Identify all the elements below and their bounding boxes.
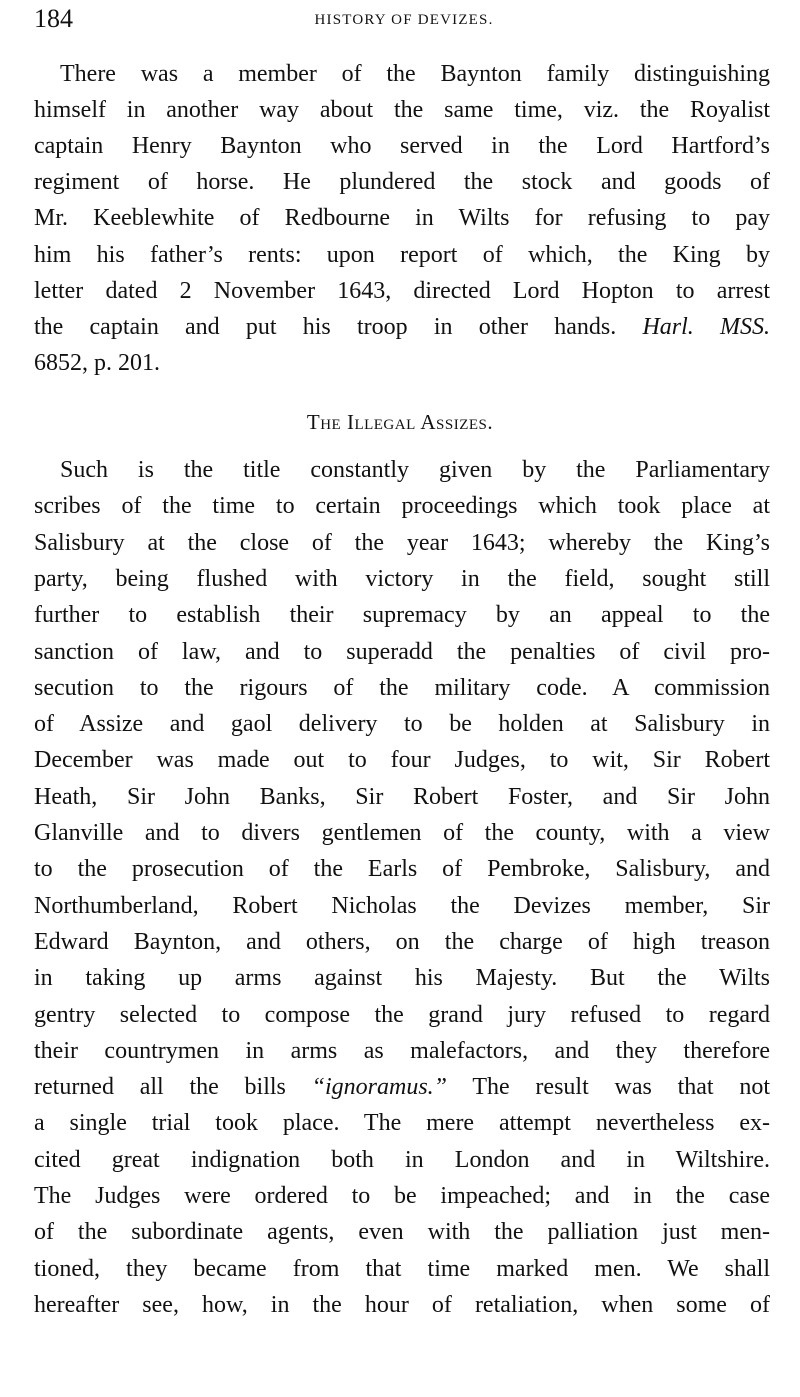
line-text: cited great indignation both in London and in Wiltshire. (34, 1146, 770, 1173)
text-line (34, 93, 770, 127)
line-text: Salisbury at the close of the year 1643; whereby the King’s (34, 529, 770, 556)
line-text: himself in another way about the same time, viz. the Royalist (34, 97, 770, 124)
line-text: captain Henry Baynton who served in the Lord Hartford’s (34, 133, 770, 160)
text-line (34, 274, 770, 308)
line-text: the captain and put his troop in other hands. (34, 313, 617, 340)
text-line (34, 889, 770, 923)
text-line (34, 346, 770, 380)
line-text: their countrymen in arms as malefactors, and they therefore (34, 1037, 770, 1064)
line-text: to the prosecution of the Earls of Pembroke, Salisbury, and (34, 856, 770, 883)
line-text: regiment of horse. He plundered the stock and goods of (34, 169, 770, 196)
text-line (34, 201, 770, 235)
text-line (60, 57, 770, 91)
text-line (34, 1106, 770, 1140)
text-line (34, 1252, 770, 1286)
line-text: scribes of the time to certain proceedings which took place at (34, 493, 770, 520)
line-text: 6852, p. 201. (34, 349, 160, 376)
text-line (34, 310, 770, 344)
text-line (34, 1215, 770, 1249)
line-text: Heath, Sir John Banks, Sir Robert Foster, and Sir John (34, 783, 770, 810)
line-text: There was a member of the Baynton family distinguishing (60, 61, 770, 87)
line-text: party, being flushed with victory in the field, sought still (34, 565, 770, 592)
page-header (34, 4, 774, 40)
text-line (34, 743, 770, 777)
line-text: The result was that not (472, 1074, 771, 1101)
text-line (34, 238, 770, 272)
text-line (34, 707, 770, 741)
line-text: in taking up arms against his Majesty. But the Wilts (34, 965, 770, 992)
line-text: letter dated 2 November 1643, directed Lord Hopton to arrest (34, 277, 770, 304)
text-line (34, 852, 770, 886)
line-text: Such is the title constantly given by the Parliamentary (60, 457, 770, 483)
text-line (34, 961, 770, 995)
line-text: gentry selected to compose the grand jury refused to regard (34, 1001, 770, 1028)
page-number: 184 (34, 4, 73, 33)
text-line (34, 780, 770, 814)
text-line (34, 598, 770, 632)
line-text: The Judges were ordered to be impeached; and in the case (34, 1183, 770, 1209)
line-text: of the subordinate agents, even with the palliation just men- (34, 1219, 770, 1246)
text-line (34, 635, 770, 669)
italic-text: Harl. MSS. (642, 313, 771, 340)
section-heading: The Illegal Assizes. (306, 410, 494, 434)
line-text: a single trial took place. The mere attempt nevertheless ex- (34, 1110, 770, 1137)
line-text: sanction of law, and to superadd the penalties of civil pro- (34, 638, 770, 665)
text-line (34, 998, 770, 1032)
text-line (34, 129, 770, 163)
line-text: December was made out to four Judges, to wit, Sir Robert (34, 747, 770, 774)
text-line (34, 562, 770, 596)
line-text: hereafter see, how, in the hour of retaliation, when some of (34, 1291, 770, 1318)
italic-text: “ignoramus.” (311, 1074, 448, 1101)
text-line (34, 1070, 770, 1104)
text-line (34, 671, 770, 705)
text-line (34, 1143, 770, 1177)
running-head: HISTORY OF DEVIZES. (314, 12, 494, 28)
text-line (34, 1034, 770, 1068)
text-line (34, 165, 770, 199)
line-text: tioned, they became from that time marked men. We shall (34, 1255, 770, 1282)
text-line (34, 1179, 770, 1213)
line-text: Edward Baynton, and others, on the charge of high treason (34, 928, 770, 955)
text-line (34, 925, 770, 959)
line-text: further to establish their supremacy by an appeal to the (34, 602, 770, 629)
line-text: secution to the rigours of the military code. A commission (34, 674, 770, 701)
text-line (60, 453, 770, 487)
line-text: Northumberland, Robert Nicholas the Devizes member, Sir (34, 892, 770, 919)
line-text: Mr. Keeblewhite of Redbourne in Wilts for refusing to pay (34, 205, 770, 232)
text-line (34, 526, 770, 560)
line-text: returned all the bills (34, 1074, 286, 1101)
line-text: Glanville and to divers gentlemen of the county, with a view (34, 820, 770, 846)
line-text: him his father’s rents: upon report of which, the King by (34, 241, 770, 268)
text-line (34, 489, 770, 523)
text-line (34, 1288, 770, 1322)
line-text: of Assize and gaol delivery to be holden at Salisbury in (34, 711, 770, 738)
text-line (34, 816, 770, 850)
